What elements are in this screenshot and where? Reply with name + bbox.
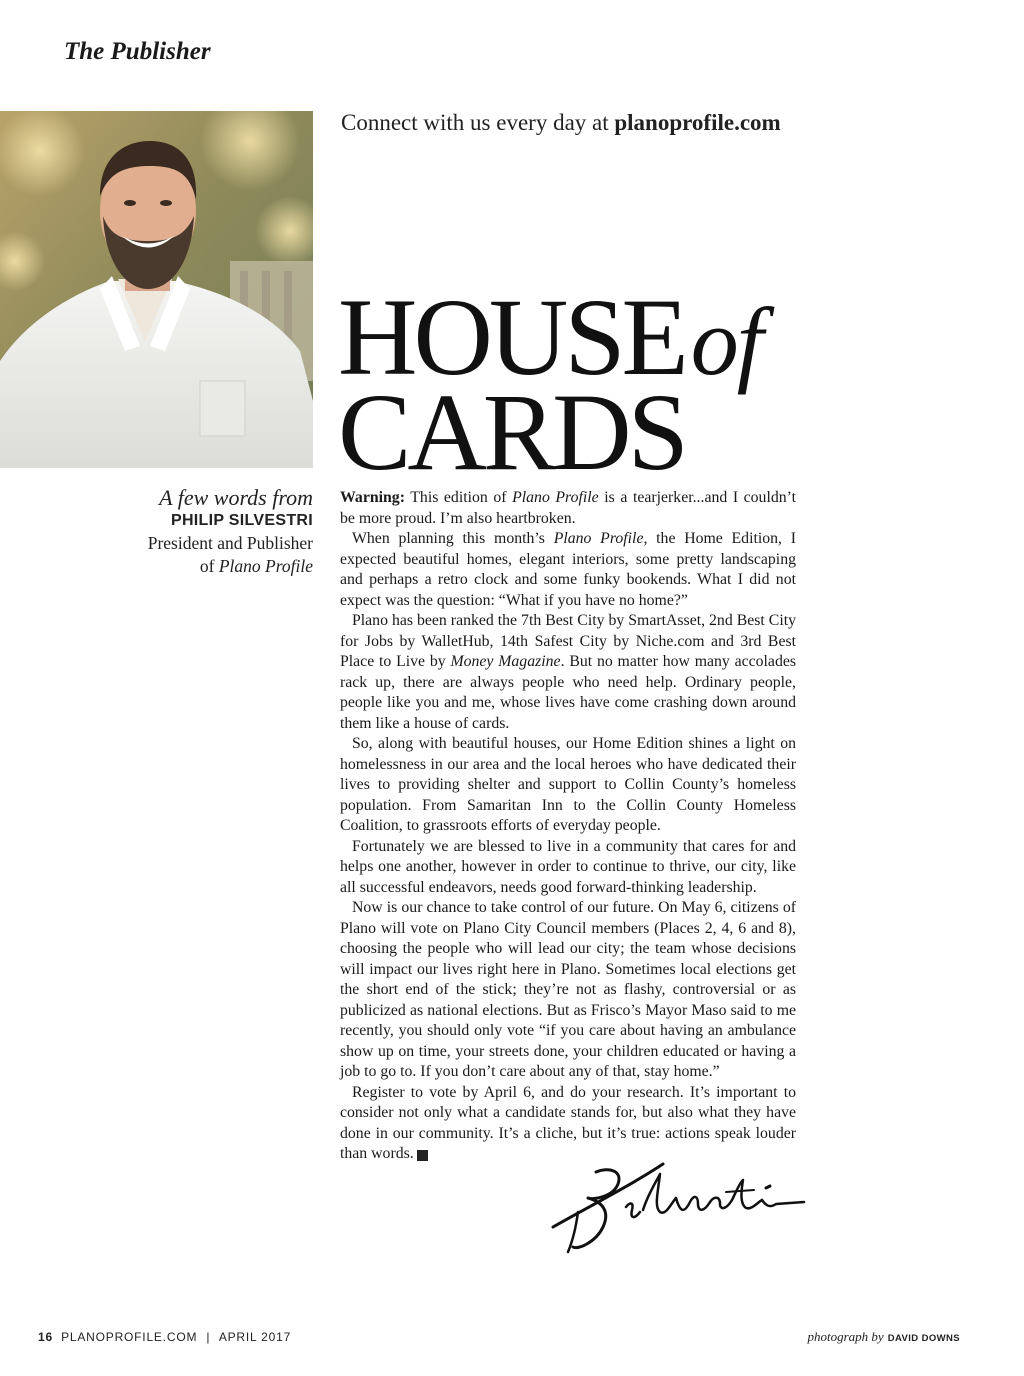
article-paragraph: Fortunately we are blessed to live in a community that cares for and helps one another, however in order to continue to thrive, our city, like all successful endeavors, needs good forward-thinking leadership. (340, 837, 796, 896)
warning-lead: Warning: (340, 489, 405, 506)
article-paragraph: Now is our chance to take control of our future. On May 6, citizens of Plano will vote on Plano City Council members (Places 2, 4, 6 and 8), choosing the people who will lead our city; the team whose decisions will impact our lives right here in Plano. Sometimes local elections get the short end of the stick; they’re not as flashy, controversial or as publicized as national elections. But as Frisco’s Mayor Maso said to me recently, you should only vote “if you care about having an ambulance show up on time, your streets done, your children educated or having a job to go to. If you don’t care about any of that, stay home.” (340, 899, 796, 1080)
footer-separator: | (206, 1330, 211, 1344)
publisher-portrait-photo (0, 111, 313, 468)
end-mark-icon: P (417, 1150, 428, 1161)
photo-credit (807, 1328, 960, 1346)
article-paragraph: Register to vote by April 6, and do your research. It’s important to consider not only what a candidate stands for, but also what they have done in our community. It’s a cliche, but it’s true: actions speak louder than words. P (340, 1083, 796, 1162)
connect-text: Connect with us every day at (341, 110, 609, 135)
byline-intro: A few words from (159, 485, 313, 510)
byline (73, 486, 313, 578)
headline-word-cards: CARDS (338, 370, 685, 493)
headline-word-house: HOUSE (338, 276, 685, 398)
footer-folio (38, 1330, 291, 1344)
article-paragraph: When planning this month’s Plano Profile, the Home Edition, I expected beautiful homes, elegant interiors, some pretty landscaping and perhaps a retro clock and some funky bookends. What I did not expect was the question: “What if you have no home?” (340, 530, 796, 609)
publisher-signature (548, 1152, 808, 1267)
footer-site: PLANOPROFILE.COM (61, 1330, 198, 1344)
page-number: 16 (38, 1330, 53, 1344)
connect-site-link[interactable]: planoprofile.com (614, 110, 781, 135)
byline-of-text: of (199, 556, 215, 576)
byline-author-name: PHILIP SILVESTRI (170, 512, 313, 529)
article-paragraph: So, along with beautiful houses, our Home Edition shines a light on homelessness in our area and the local heroes who have dedicated their lives to providing shelter and support to Collin County’s homeless population. From Samaritan Inn to the Collin County Homeless Coalition, to grassroots efforts of everyday people. (340, 735, 796, 834)
photo-credit-label: photograph by (807, 1329, 884, 1344)
article-paragraph: Warning: This edition of Plano Profile is a tearjerker...and I couldn’t be more proud. I’m also heartbroken. (340, 489, 797, 527)
section-label: The Publisher (64, 38, 211, 65)
article-body (340, 488, 796, 1165)
headline-word-of: of (690, 288, 762, 395)
footer-issue: APRIL 2017 (218, 1330, 292, 1344)
byline-publication: Plano Profile (218, 556, 313, 576)
photo-credit-name: DAVID DOWNS (887, 1333, 960, 1344)
headline (338, 276, 818, 493)
connect-tagline (341, 110, 781, 136)
article-paragraph: Plano has been ranked the 7th Best City by SmartAsset, 2nd Best City for Jobs by WalletHub, 14th Safest City by Niche.com and 3rd Best Place to Live by Money Magazine. But no matter how many accolades rack up, there are always people who need help. Ordinary people, people like you and me, whose lives have come crashing down around them like a house of cards. (340, 612, 796, 732)
byline-author-role: President and Publisher (147, 533, 313, 553)
